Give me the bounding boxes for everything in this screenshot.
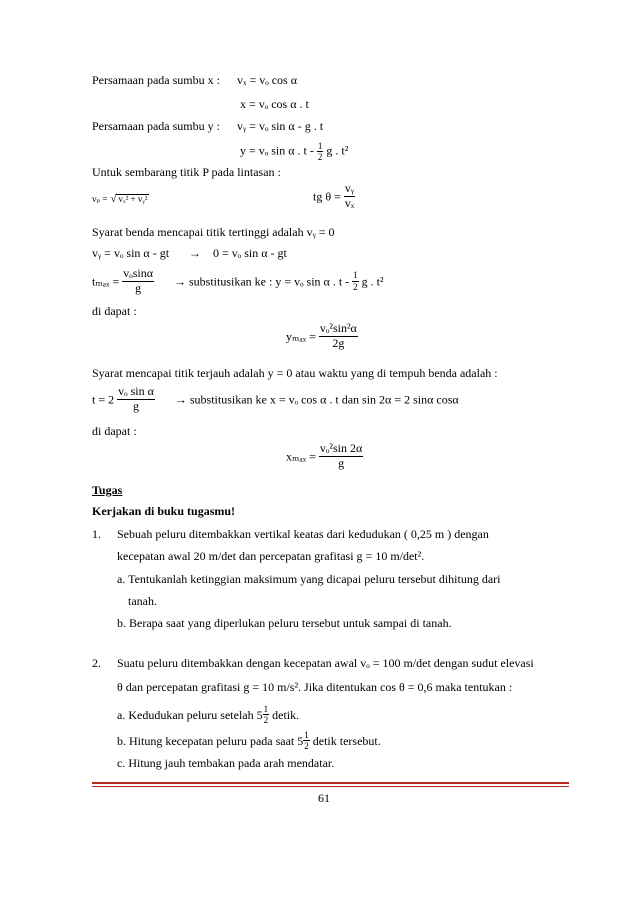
question-1-a-line-1: a. Tentukanlah ketinggian maksimum yang dicapai peluru tersebut dihitung dari — [117, 572, 501, 586]
x-position-equation: x = vₒ cos α . t — [240, 97, 309, 111]
tugas-heading: Tugas — [92, 483, 123, 497]
xmax-formula: xₘₐₓ = $\frac{\text{vₒ²sin 2α}}{g}$ — [286, 441, 363, 470]
ymax-formula: yₘₐₓ = $\frac{\text{vₒ²sin²α}}{2g}$ — [286, 321, 357, 350]
time-formula: t = 2 $\frac{\text{vₒ sin α}}{g}$ → substitusikan ke x = vₒ cos α . t dan sin 2α = 2 sinα cosα — [92, 384, 459, 413]
point-p-intro: Untuk sembarang titik P pada lintasan : — [92, 165, 281, 179]
sqrt-icon: √ — [110, 193, 117, 205]
xmax-fraction: $\frac{\text{vₒ²sin 2α}}{g}$ — [319, 441, 363, 470]
footer-rule-thin — [92, 786, 569, 787]
y-axis-label: Persamaan pada sumbu y : — [92, 119, 220, 133]
question-1-number: 1. — [92, 527, 101, 541]
result-label-1: di dapat : — [92, 304, 137, 318]
tmax-fraction: $\frac{\text{vₒsinα}}{g}$ — [123, 266, 153, 295]
page-number: 61 — [318, 791, 330, 805]
half-fraction: $\frac{1}{2}$ — [317, 141, 323, 163]
vp-formula: vₚ = √ vₓ² + vᵧ² — [92, 193, 148, 205]
tan-theta-formula: tg θ = $\frac{\text{vᵧ}}{\text{vₓ}}$ — [313, 181, 355, 210]
question-2-b: b. Hitung kecepatan peluru pada saat 5 $\frac{1}{2}$ detik tersebut. — [117, 730, 381, 752]
half-fraction-2: $\frac{1}{2}$ — [353, 270, 358, 292]
result-label-2: di dapat : — [92, 424, 137, 438]
y-velocity-equation: vᵧ = vₒ sin α - g . t — [237, 119, 324, 133]
question-2-line-1: Suatu peluru ditembakkan dengan kecepatan awal vₒ = 100 m/det dengan sudut elevasi — [117, 656, 534, 670]
time-fraction: $\frac{\text{vₒ sin α}}{g}$ — [118, 384, 154, 413]
arrow-right-icon: → — [189, 246, 202, 260]
x-velocity-equation: vₓ = vₒ cos α — [237, 73, 297, 87]
question-2-number: 2. — [92, 656, 101, 670]
x-axis-label: Persamaan pada sumbu x : — [92, 73, 220, 87]
tmax-formula: tₘₐₓ = $\frac{\text{vₒsinα}}{g}$ → substitusikan ke : y = vₒ sin α . t - $\frac{1}{2}$ g . t² — [92, 266, 384, 295]
ymax-fraction: $\frac{\text{vₒ²sin²α}}{2g}$ — [319, 321, 357, 350]
half-fraction-3: $\frac{1}{2}$ — [263, 704, 269, 726]
question-1-line-2: kecepatan awal 20 m/det dan percepatan grafitasi g = 10 m/det². — [117, 549, 425, 563]
y-position-equation: y = vₒ sin α . t - $\frac{1}{2}$ g . t² — [240, 141, 349, 163]
farthest-point-condition: Syarat mencapai titik terjauh adalah y = 0 atau waktu yang di tempuh benda adalah : — [92, 366, 498, 380]
tan-fraction: $\frac{\text{vᵧ}}{\text{vₓ}}$ — [344, 181, 355, 210]
half-fraction-4: $\frac{1}{2}$ — [304, 730, 309, 752]
vp-root: vₓ² + vᵧ² — [118, 194, 148, 204]
tugas-subheading: Kerjakan di buku tugasmu! — [92, 504, 236, 518]
question-2-a: a. Kedudukan peluru setelah 5 $\frac{1}{2}$ detik. — [117, 704, 300, 726]
highest-point-condition: Syarat benda mencapai titik tertinggi adalah vᵧ = 0 — [92, 225, 335, 239]
vy-equation: vᵧ = vₒ sin α - gt → 0 = vₒ sin α - gt — [92, 246, 287, 260]
question-2-c: c. Hitung jauh tembakan pada arah mendatar. — [117, 756, 335, 770]
question-1-b: b. Berapa saat yang diperlukan peluru tersebut untuk sampai di tanah. — [117, 616, 452, 630]
question-1-a-line-2: tanah. — [128, 594, 157, 608]
footer-rule-thick — [92, 782, 569, 784]
question-2-line-2: θ dan percepatan grafitasi g = 10 m/s². Jika ditentukan cos θ = 0,6 maka tentukan : — [117, 680, 513, 694]
question-1-line-1: Sebuah peluru ditembakkan vertikal keatas dari kedudukan ( 0,25 m ) dengan — [117, 527, 489, 541]
